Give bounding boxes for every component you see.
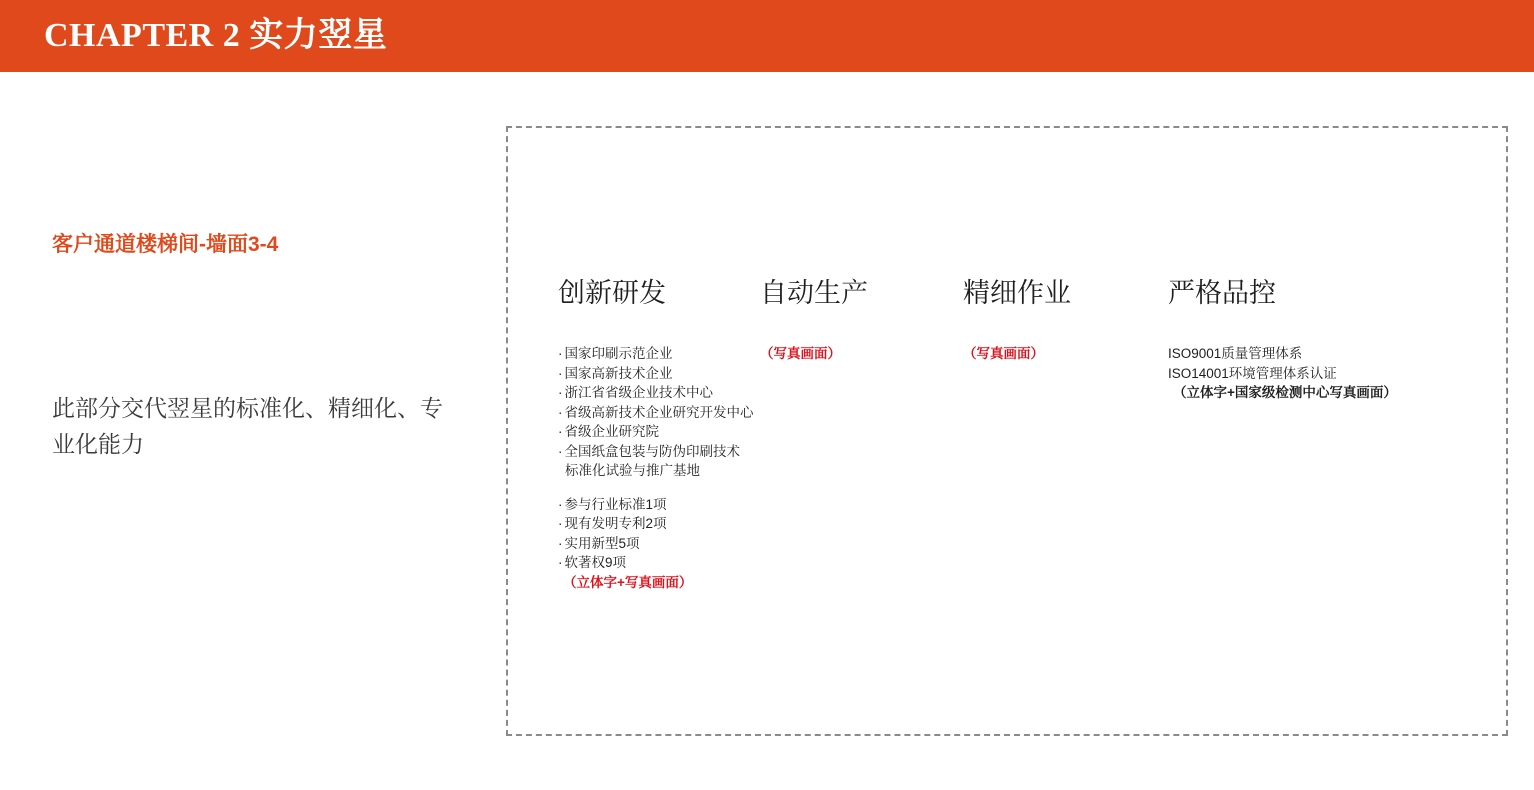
column-heading: 创新研发 (558, 278, 666, 308)
credential-list (558, 344, 803, 481)
column-auto-production (760, 276, 960, 364)
column-heading: 精细作业 (963, 278, 1071, 308)
list-item: · 浙江省省级企业技术中心 (558, 383, 803, 403)
list-item: · 全国纸盒包装与防伪印刷技术 (558, 442, 803, 462)
list-spacer (558, 481, 803, 495)
content-frame (506, 126, 1508, 736)
column-heading: 自动生产 (760, 278, 868, 308)
list-item: · 国家高新技术企业 (558, 364, 803, 384)
columns-container (508, 128, 1506, 734)
header-banner (0, 0, 1534, 72)
production-note: （写真画面） (963, 346, 1044, 361)
column-body (558, 344, 803, 592)
list-item-continuation: 标准化试验与推广基地 (565, 463, 700, 478)
list-item: · 软著权9项 (558, 553, 803, 573)
list-item: · 参与行业标准1项 (558, 495, 803, 515)
production-note: （立体字+写真画面） (563, 574, 693, 590)
list-item: · 现有发明专利2项 (558, 514, 803, 534)
list-item: · 实用新型5项 (558, 534, 803, 554)
certification-line: ISO9001质量管理体系 (1168, 346, 1303, 361)
production-note: （写真画面） (760, 346, 841, 361)
list-item: · 国家印刷示范企业 (558, 344, 803, 364)
production-note: （立体字+国家级检测中心写真画面） (1173, 385, 1397, 400)
column-fine-work (963, 276, 1163, 364)
page-title: CHAPTER 2 实力翌星 (44, 17, 388, 54)
column-quality-control (1168, 276, 1430, 403)
column-body (1168, 344, 1430, 403)
left-column (52, 230, 452, 462)
column-heading: 严格品控 (1168, 278, 1276, 308)
list-item: · 省级企业研究院 (558, 422, 803, 442)
patent-list (558, 495, 803, 593)
list-item: · 省级高新技术企业研究开发中心 (558, 403, 803, 423)
section-label: 客户通道楼梯间-墙面3-4 (52, 233, 279, 256)
column-body (963, 344, 1163, 364)
column-body (760, 344, 960, 364)
section-description: 此部分交代翌星的标准化、精细化、专业化能力 (52, 395, 443, 457)
certification-line: ISO14001环境管理体系认证 (1168, 365, 1337, 381)
